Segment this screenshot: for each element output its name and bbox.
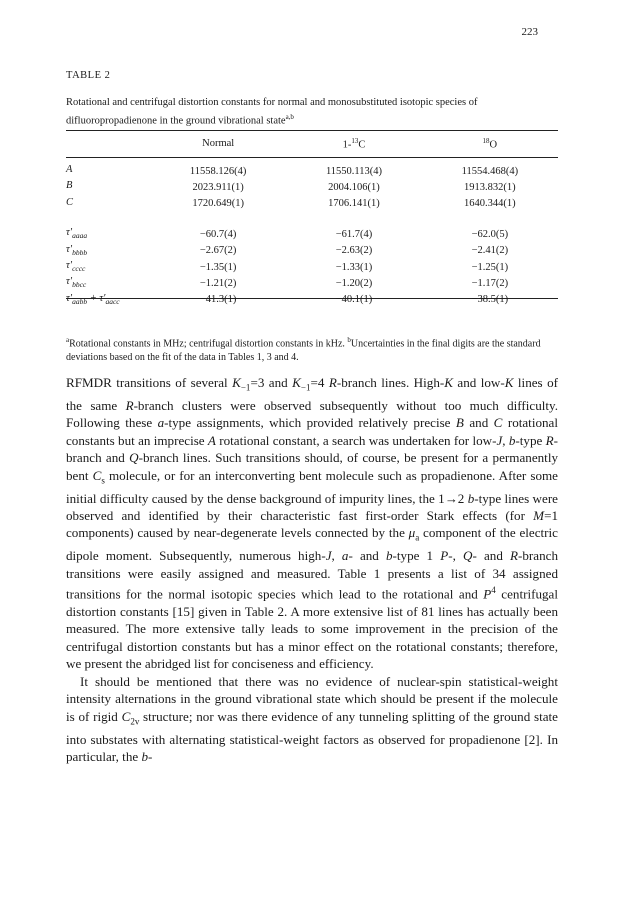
value-normal: −1.35(1) — [199, 261, 237, 273]
value-18o: −1.17(2) — [471, 277, 509, 289]
row-symbol: $\tau'_{cccc}$ — [66, 259, 86, 274]
value-18o: −1.25(1) — [471, 261, 509, 273]
row-symbol: $\tau'_{bbbb}$ — [66, 243, 88, 257]
header-normal: Normal — [202, 138, 235, 149]
table-header-row — [66, 130, 558, 157]
table-row — [66, 292, 558, 308]
value-18o: −2.41(2) — [471, 245, 509, 257]
value-18o: 1640.344(1) — [464, 198, 516, 210]
row-symbol: $\tau'_{bbcc}$ — [66, 276, 87, 290]
value-normal: −1.21(2) — [199, 277, 237, 289]
table-row — [66, 226, 558, 242]
table-caption — [66, 96, 558, 129]
table-row — [66, 157, 558, 179]
value-18o: −62.0(5) — [471, 228, 509, 240]
value-13c: 2004.106(1) — [328, 181, 380, 193]
table-row — [66, 179, 558, 195]
paragraph-2: It should be mentioned that there was no evidence of nuclear-spin statistical-weight intensity alternations in the ground vibrational state which should be present if the molecule is of rigid $C_{2v}$ structure; nor was there evidence of any tunneling splitting of the ground state into substates with alternating statistical-weight factors as observed for propadienone [2]. In particular, the b- — [66, 673, 558, 764]
value-13c: −2.63(2) — [335, 245, 373, 257]
value-normal: 1720.649(1) — [192, 198, 244, 210]
value-normal: −60.7(4) — [199, 228, 237, 240]
value-13c: −1.20(2) — [335, 277, 373, 289]
value-18o: 11554.468(4) — [461, 165, 519, 177]
table-row — [66, 196, 558, 212]
row-symbol: C — [66, 196, 74, 208]
value-normal: −2.67(2) — [199, 245, 237, 257]
value-13c: 11550.113(4) — [325, 165, 383, 177]
caption-footnote-marks: a,b — [285, 113, 294, 121]
table-row — [66, 259, 558, 275]
table-spacer-row — [66, 212, 558, 226]
value-normal: 11558.126(4) — [189, 165, 247, 177]
constants-table — [66, 130, 558, 308]
value-normal: 2023.911(1) — [192, 181, 244, 193]
body-text — [66, 374, 558, 765]
paragraph-1: RFMDR transitions of several $K_{-1}=3$ and $K_{-1}=4$ R-branch lines. High-K and low-K lines of the same R-branch clusters were observed subsequently without too much difficulty. Following these a-type assignments, which provided relatively precise B and C rotational constants but an imprecise A rotational constant, a search was undertaken for low-J, b-type R-branch and Q-branch lines. Such transitions should, of course, be present for a permanently bent $C_s$ molecule, or for an interconverting bent molecule such as propadienone. After some initial difficulty caused by the dense background of impurity lines, the 1→2 b-type lines were observed and identified by their characteristic fast first-order Stark effects (for M=1 components) caused by near-degenerate levels connected by the $\mu_a$ component of the electric dipole moment. Subsequently, numerous high-J, a- and b-type 1 P-, Q- and R-branch transitions were easily assigned and measured. Table 1 presents a list of 34 assigned transitions for the normal isotopic species which lead to the rotational and $P^4$ centrifugal distortion constants [15] given in Table 2. A more extensive list of 81 lines has actually been measured. The more extensive tally leads to some improvement in the precision of the centrifugal distortion constants but has a minor effect on the rotational constants; therefore, we present the abridged list for conciseness and efficiency. — [66, 375, 559, 672]
row-symbol: B — [66, 180, 73, 192]
header-18o: $^{18}$O — [482, 136, 498, 151]
caption-text: Rotational and centrifugal distortion constants for normal and monosubstituted isotopic species of difluoropropadienone in the ground vibrational state — [66, 97, 478, 127]
table-label: TABLE 2 — [66, 70, 111, 81]
value-13c: −61.7(4) — [335, 228, 373, 240]
value-13c: −1.33(1) — [335, 261, 373, 273]
table-footnote: $^a$Rotational constants in MHz; centrifugal distortion constants in kHz. $^b$Uncertainties in the final digits are the standard deviations based on the fit of the data in Tables 1, 3 and 4. — [66, 336, 541, 364]
row-symbol: $\tau'_{aabb} + \tau'_{aacc}$ — [66, 292, 120, 306]
value-13c: 1706.141(1) — [328, 198, 380, 210]
table-row — [66, 275, 558, 291]
page-number: 223 — [521, 26, 538, 38]
value-13c: −40.1(1) — [335, 294, 373, 306]
value-normal: −41.3(1) — [199, 294, 237, 306]
row-symbol: $\tau'_{aaaa}$ — [66, 227, 88, 241]
value-18o: 1913.832(1) — [464, 181, 516, 193]
header-symbol — [66, 130, 150, 157]
header-13c: 1-$^{13}$C — [342, 136, 366, 151]
table-row — [66, 243, 558, 259]
row-symbol: A — [66, 164, 73, 175]
value-18o: −38.5(1) — [471, 294, 509, 306]
